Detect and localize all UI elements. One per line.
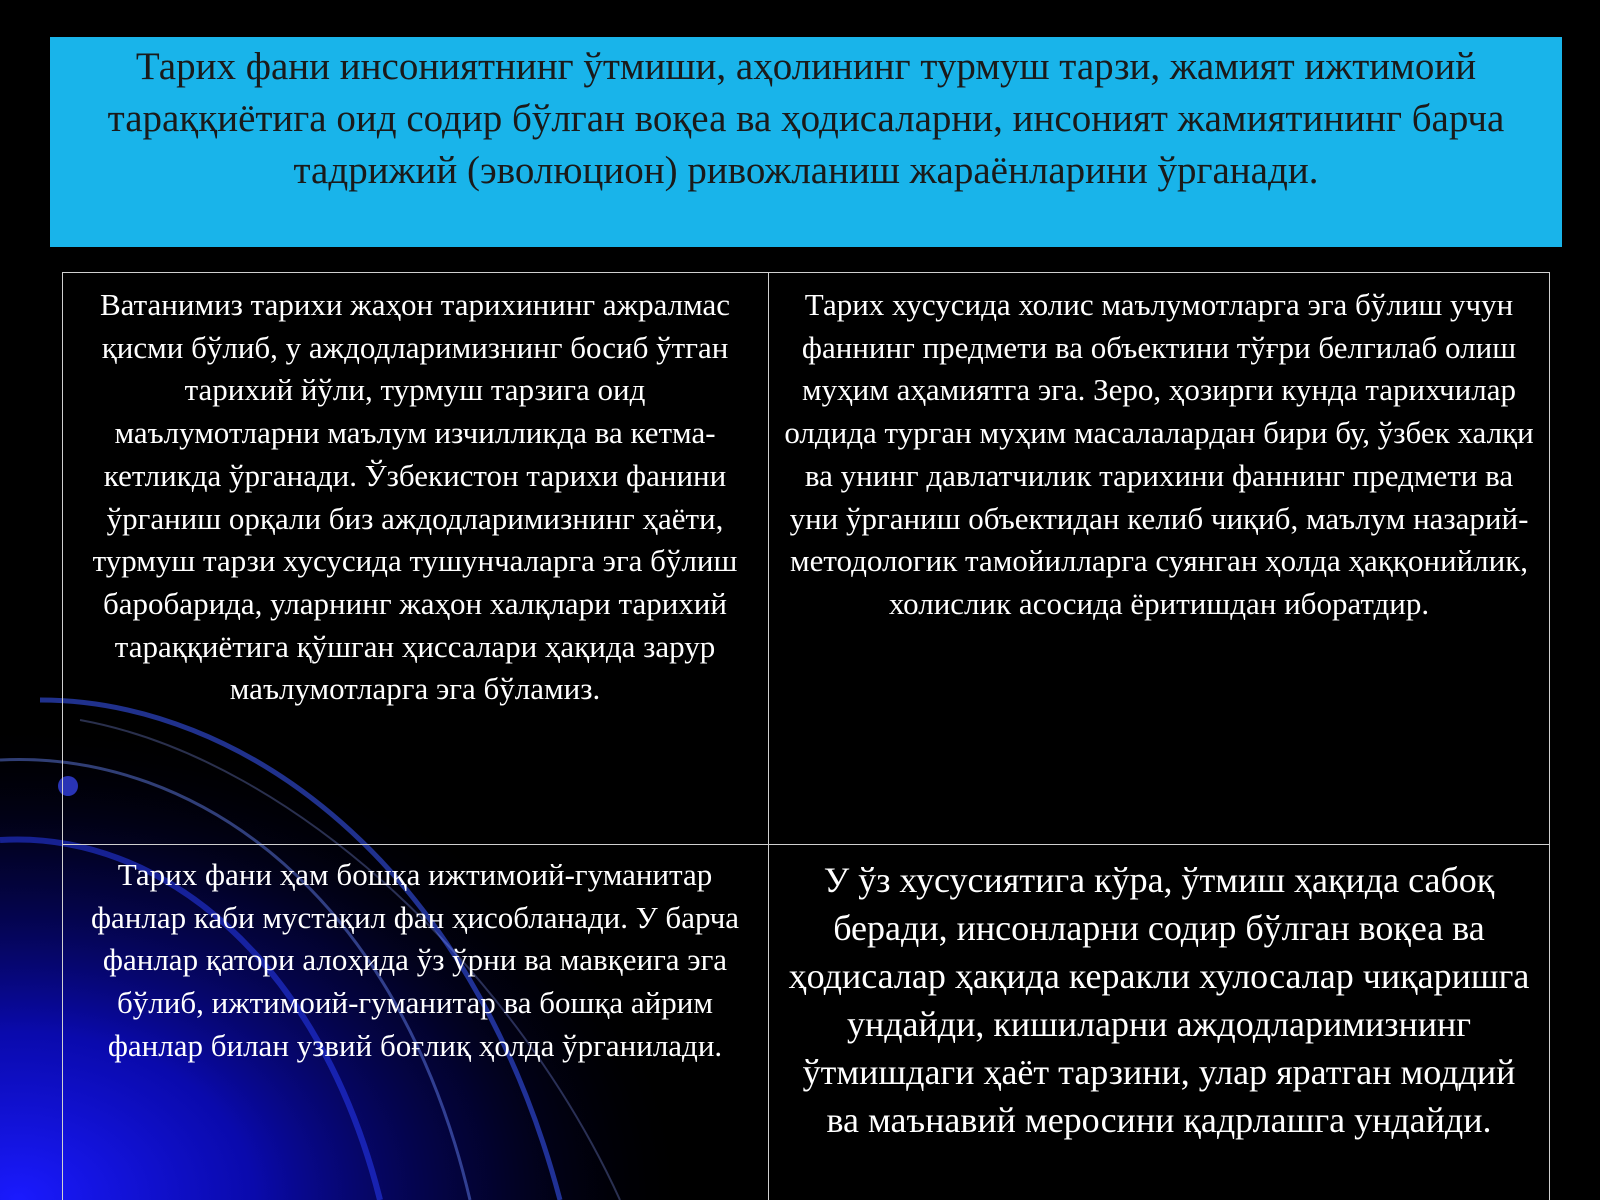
cell-text: Ватанимиз тарихи жаҳон тарихининг ажралмас қисми бўлиб, у аждодларимизнинг босиб ўтган тарихий йўли, турмуш тарзига оид маълумотларни маълум изчилликда ва кетма-кетликда ўрганади. Ўзбекистон тарихи фанини ўрганиш орқали биз аждодларимизнинг ҳаёти, турмуш тарзи хусусида тушунчаларга эга бўлиш баробарида, уларнинг жаҳон халқлари тарихий тараққиётига қўшган ҳиссалари ҳақида зарур маълумотларга эга бўламиз. (92, 287, 738, 707)
cell-text: У ўз хусусиятига кўра, ўтмиш ҳақида сабоқ беради, инсонларни содир бўлган воқеа ва ҳодисалар ҳақида керакли хулосалар чиқаришга ундайди, кишиларни аждодларимизнинг ўтмишдаги ҳаёт тарзини, улар яратган моддий ва маънавий меросини қадрлашга ундайди. (788, 860, 1530, 1140)
table-cell-row1-col1 (62, 272, 768, 844)
table-divider-vertical (768, 272, 769, 1200)
header-text: Тарих фани инсониятнинг ўтмиши, аҳолининг турмуш тарзи, жамият ижтимоий тараққиётига оид содир бўлган воқеа ва ҳодисаларни, инсоният жамиятининг барча тадрижий (эволюцион) ривожланиш жараёнларини ўрганади. (107, 45, 1505, 192)
content-table (62, 272, 1550, 1200)
table-border-left (62, 272, 63, 1200)
table-cell-row2-col2 (768, 844, 1550, 1200)
cell-text: Тарих хусусида холис маълумотларга эга бўлиш учун фаннинг предмети ва объектини тўғри белгилаб олиш муҳим аҳамиятга эга. Зеро, ҳозирги кунда тарихчилар олдида турган муҳим масалалардан бири бу, ўзбек халқи ва унинг давлатчилик тарихини фаннинг предмети ва уни ўрганиш объектидан келиб чиқиб, маълум назарий-методологик тамойилларга суянган ҳолда ҳаққонийлик, холислик асосида ёритишдан иборатдир. (784, 287, 1534, 621)
table-divider-horizontal (62, 844, 1550, 845)
cell-text: Тарих фани ҳам бошқа ижтимоий-гуманитар фанлар каби мустақил фан ҳисобланади. У барча фанлар қатори алоҳида ўз ўрни ва мавқеига эга бўлиб, ижтимоий-гуманитар ва бошқа айрим фанлар билан узвий боғлиқ ҳолда ўрганилади. (90, 857, 740, 1063)
header-banner (50, 37, 1562, 247)
table-cell-row1-col2 (768, 272, 1550, 844)
table-border-top (62, 272, 1550, 273)
table-cell-row2-col1 (62, 844, 768, 1200)
table-border-right (1549, 272, 1550, 1200)
